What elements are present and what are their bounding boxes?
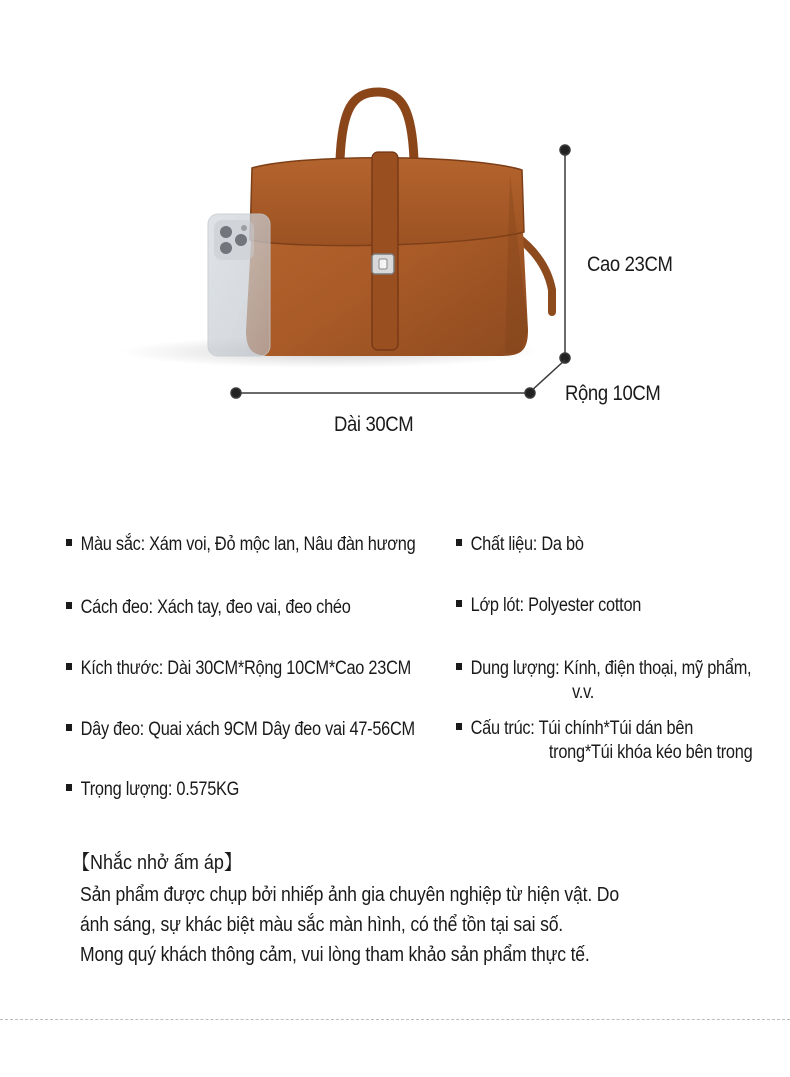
spec-weight bbox=[66, 778, 239, 802]
spec-lining bbox=[456, 594, 641, 618]
spec-text: Chất liệu: Da bò bbox=[470, 534, 584, 555]
front-strap bbox=[372, 152, 398, 350]
bullet-icon bbox=[456, 600, 462, 607]
phone-reference bbox=[208, 214, 270, 356]
spec-text: Trọng lượng: 0.575KG bbox=[80, 779, 240, 800]
spec-text-continued: v.v. bbox=[572, 682, 595, 703]
spec-text: Dây đeo: Quai xách 9CM Dây đeo vai 47-56CM bbox=[80, 719, 415, 740]
bullet-icon bbox=[66, 784, 72, 791]
spec-text: Màu sắc: Xám voi, Đỏ mộc lan, Nâu đàn hương bbox=[80, 534, 416, 555]
spec-carry bbox=[66, 596, 351, 620]
width-label: Rộng 10CM bbox=[565, 382, 661, 405]
top-handle bbox=[340, 92, 414, 160]
note-line-3: Mong quý khách thông cảm, vui lòng tham khảo sản phẩm thực tế. bbox=[80, 944, 590, 966]
bullet-icon bbox=[456, 663, 462, 670]
spec-strap bbox=[66, 718, 415, 742]
bullet-icon bbox=[66, 539, 72, 546]
spec-color bbox=[66, 533, 415, 557]
spec-size bbox=[66, 657, 411, 681]
spec-text: Kích thước: Dài 30CM*Rộng 10CM*Cao 23CM bbox=[80, 658, 411, 679]
spec-material bbox=[456, 533, 584, 557]
height-label: Cao 23CM bbox=[587, 253, 673, 276]
spec-structure bbox=[456, 717, 752, 765]
dashed-divider bbox=[0, 1019, 790, 1020]
product-figure bbox=[0, 0, 790, 470]
bag-illustration bbox=[0, 0, 790, 470]
note-line-2: ánh sáng, sự khác biệt màu sắc màn hình, có thể tồn tại sai số. bbox=[80, 914, 564, 936]
bullet-icon bbox=[456, 723, 462, 730]
length-label: Dài 30CM bbox=[334, 413, 414, 436]
bullet-icon bbox=[66, 724, 72, 731]
note-title: 【Nhắc nhở ấm áp】 bbox=[72, 852, 242, 874]
spec-capacity bbox=[456, 657, 751, 705]
bullet-icon bbox=[456, 539, 462, 546]
bullet-icon bbox=[66, 602, 72, 609]
spec-text-continued: trong*Túi khóa kéo bên trong bbox=[548, 742, 753, 763]
spec-text: Lớp lót: Polyester cotton bbox=[470, 595, 642, 616]
bullet-icon bbox=[66, 663, 72, 670]
note-line-1: Sản phẩm được chụp bởi nhiếp ảnh gia chuyên nghiệp từ hiện vật. Do bbox=[80, 884, 619, 906]
spec-text: Cách đeo: Xách tay, đeo vai, đeo chéo bbox=[80, 597, 351, 618]
spec-text: Dung lượng: Kính, điện thoại, mỹ phẩm, bbox=[470, 658, 752, 679]
spec-text: Cấu trúc: Túi chính*Túi dán bên bbox=[470, 718, 694, 739]
